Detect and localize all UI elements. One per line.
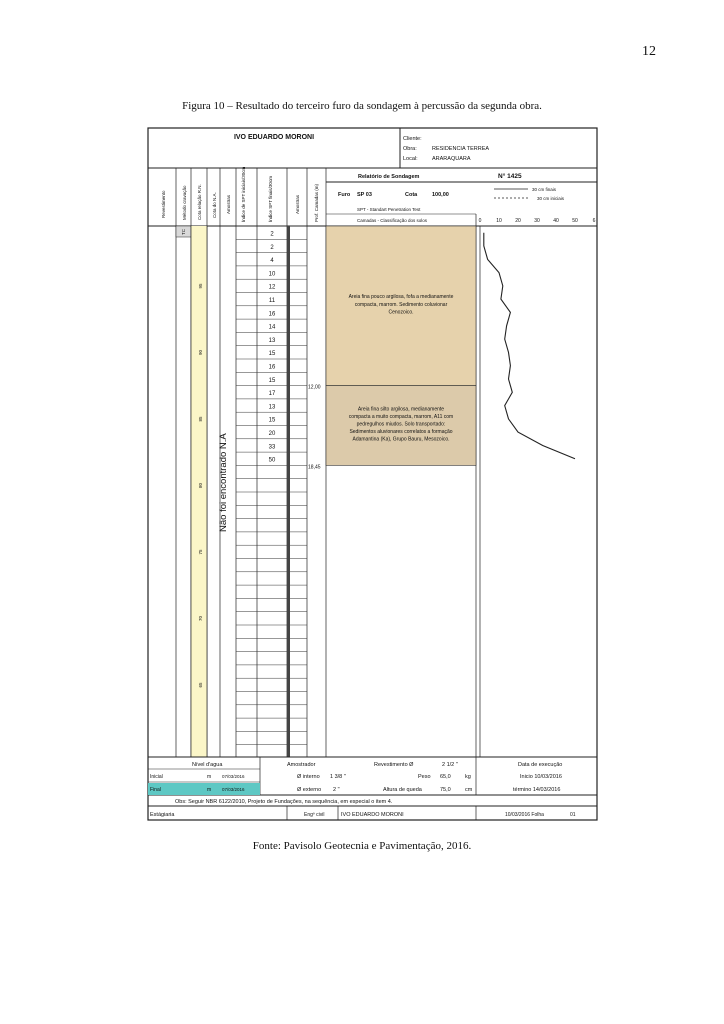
method-code: TC (181, 229, 186, 235)
footer-estagiaria: Estágiaria (150, 812, 175, 818)
spt-value: 16 (268, 311, 276, 318)
footer-diam-ext-value: 2 " (333, 787, 340, 793)
col-revestimento: Revestimento (161, 190, 166, 218)
furo-label: Furo (338, 192, 351, 198)
layer-depth: 12,00 (308, 384, 321, 391)
obra-label: Obra: (403, 146, 417, 152)
spt-value: 4 (270, 258, 274, 265)
spt-value: 20 (268, 431, 276, 437)
footer-altura-value: 75,0 (440, 787, 451, 793)
footer-altura-unit: cm (465, 787, 473, 793)
chart-tick-label: 50 (572, 218, 578, 224)
footer-final-label: Final (150, 787, 161, 793)
furo-value: SP 03 (357, 192, 372, 198)
company-name: IVO EDUARDO MORONI (233, 134, 315, 141)
col-indice-finais: Índice SPT finais/30cm (268, 176, 273, 222)
col-indice-iniciais-1: Índice de SPT iniciais/30cm (241, 166, 246, 222)
spt-value: 17 (268, 391, 276, 398)
chart-series-line (484, 233, 575, 459)
footer-inicial-m: m (207, 774, 212, 780)
footer-eng-name: IVO EDUARDO MORONI (341, 812, 404, 818)
local-label: Local: (403, 156, 418, 162)
col-cota-na: Cota do N.A. (212, 192, 217, 218)
chart-tick-label: 10 (496, 218, 502, 224)
footer-diam-int-value: 1 3/8 " (330, 774, 346, 780)
spt-value: 13 (268, 404, 276, 411)
chart-tick-label: 20 (515, 218, 521, 224)
footer-amostrador: Amostrador (287, 762, 316, 768)
cota-rel-fill (191, 226, 207, 757)
footer-inicial-label: Inicial (150, 774, 163, 780)
legend-final: 30 cm finais (532, 187, 557, 192)
obra-value: RESIDENCIA TERREA (432, 146, 490, 152)
chart-tick-label: 40 (553, 218, 559, 224)
spt-value: 16 (268, 364, 276, 371)
col-metodo: Método cravação (182, 185, 187, 220)
footer-sheet: 01 (570, 812, 576, 818)
footer-peso-unit: kg (465, 774, 471, 780)
footer-data-exec: Data de execução (518, 762, 563, 768)
report-title: Relatório de Sondagem (358, 174, 420, 180)
cota-mark: 65 (198, 682, 203, 688)
cota-mark: 75 (198, 549, 203, 555)
spt-value: 15 (268, 417, 276, 424)
footer-nivel-agua: Nível d'agua (192, 762, 223, 768)
water-note: Não foi encontrado N.A (218, 433, 229, 532)
local-value: ARARAQUARA (432, 156, 471, 162)
spt-value: 10 (268, 271, 276, 278)
footer-diam-ext-label: Ø externo (297, 787, 322, 793)
layer-description: Areia fina pouco argilosa, fofa a medianamente compacta, marrom. Sedimento coluvionar Cenozoico. (348, 294, 454, 316)
cota-mark: 85 (198, 416, 203, 422)
client-label: Cliente: (403, 136, 422, 142)
soil-layers (308, 226, 476, 470)
figure-source: Fonte: Pavisolo Geotecnia e Pavimentação, 2016. (252, 840, 472, 852)
footer-diam-int-label: Ø interno (297, 774, 320, 780)
footer-final-date: 07/03/2016 (222, 787, 245, 792)
footer-inicio: Inicio 10/03/2016 (520, 774, 562, 780)
footer-obs: Obs: Seguir NBR 6122/2010, Projeto de Fundações, na sequência, em especial o item 4. (175, 799, 393, 805)
footer-peso-value: 65,0 (440, 774, 451, 780)
cota-mark: 95 (198, 283, 203, 289)
report-number: N° 1425 (498, 173, 522, 180)
spt-value: 15 (268, 351, 276, 358)
spt-note: SPT - Standart Penetration Test (357, 207, 421, 212)
chart-tick-label: 30 (534, 218, 540, 224)
spt-value: 33 (268, 444, 276, 451)
spt-grid (236, 226, 307, 757)
page-number: 12 (642, 44, 656, 59)
figure-caption: Figura 10 – Resultado do terceiro furo da sondagem à percussão da segunda obra. (182, 100, 542, 112)
spt-value: 50 (268, 457, 276, 464)
cota-mark: 90 (198, 349, 203, 355)
sample-bar (287, 226, 290, 757)
col-cota-rel: Cota relação R.N. (197, 184, 202, 220)
footer-final-m: m (207, 787, 212, 793)
footer-peso-label: Peso (418, 774, 431, 780)
spt-value: 13 (268, 337, 276, 344)
footer-inicial-date: 07/03/2016 (222, 774, 245, 779)
col-amostras-2: Amostras (295, 194, 300, 214)
spt-value: 12 (268, 284, 276, 291)
spt-chart (479, 218, 596, 459)
cota-mark: 70 (198, 615, 203, 621)
spt-value: 11 (268, 298, 276, 304)
footer-termino: término 14/03/2016 (513, 787, 561, 793)
spt-value: 15 (268, 377, 276, 384)
legend-initial: 30 cm iniciais (537, 196, 565, 201)
footer-date-sheet: 10/03/2016 Folha (505, 812, 544, 818)
footer-revestimento-value: 2 1/2 " (442, 762, 458, 768)
chart-tick-label: 6 (592, 218, 596, 224)
footer-revestimento-label: Revestimento Ø (374, 762, 414, 768)
layer-description: Areia fina silto argilosa, medianamente compacta a muito compacta, marrom, A11 com pedregulhos miudos. Solo transportado: Sedimentos aluvionares correlatos a formação Adamantina (Ka), Grupo Bauru, Mesozoico. (348, 406, 454, 443)
footer-altura-label: Altura de queda (383, 787, 422, 793)
cota-value: 100,00 (432, 192, 449, 198)
spt-value: 14 (268, 324, 276, 331)
chart-tick-label: 0 (478, 218, 482, 224)
layer-depth: 18,45 (308, 464, 321, 471)
cota-label: Cota (405, 192, 418, 198)
spt-value: 2 (270, 231, 274, 238)
spt-value: 2 (270, 244, 274, 251)
col-prof: Prof. Camadas (m) (314, 183, 319, 222)
footer-eng-label: Engº civil (304, 812, 325, 818)
layers-label: Camadas - Classificação dos solos (357, 218, 428, 223)
cota-mark: 80 (198, 482, 203, 488)
col-amostras: Amostras (226, 194, 231, 214)
